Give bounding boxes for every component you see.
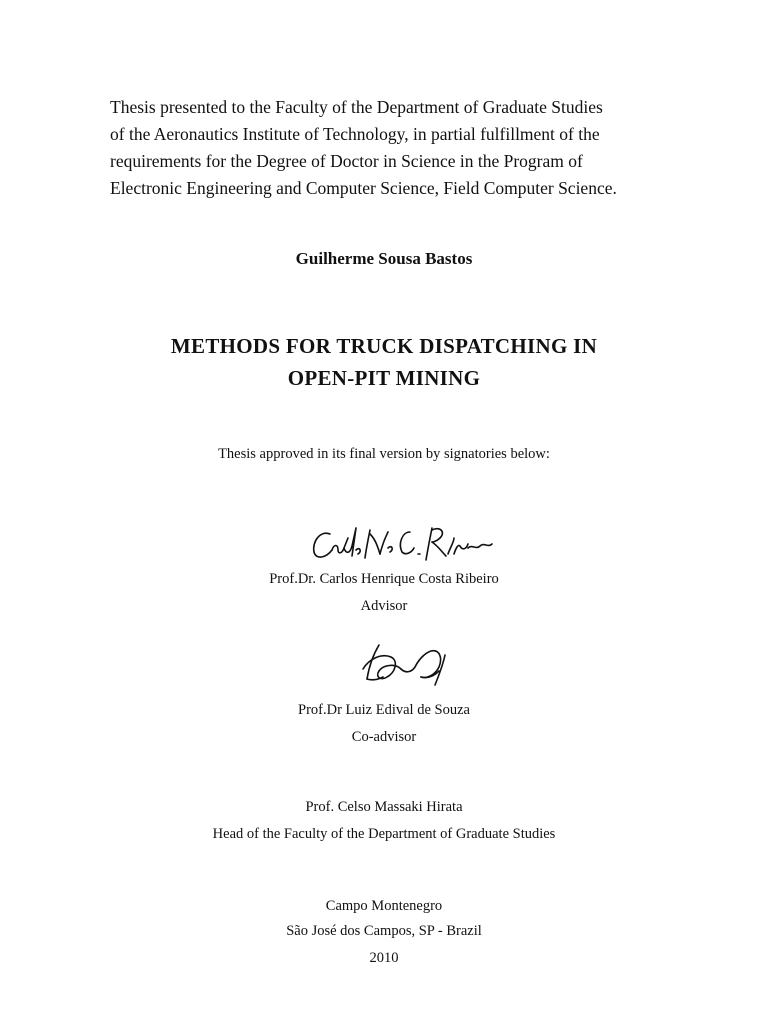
advisor-name: Prof.Dr. Carlos Henrique Costa Ribeiro xyxy=(269,571,499,587)
campus-name: Campo Montenegro xyxy=(325,898,443,914)
thesis-statement xyxy=(110,94,696,202)
co-advisor-signature xyxy=(355,637,455,692)
head-of-faculty-role: Head of the Faculty of the Department of Graduate Studies xyxy=(212,826,556,842)
thesis-statement-line: Electronic Engineering and Computer Science, Field Computer Science. xyxy=(110,178,617,198)
thesis-title xyxy=(0,330,768,394)
thesis-statement-line: of the Aeronautics Institute of Technology, in partial fulfillment of the xyxy=(110,124,600,144)
approval-statement: Thesis approved in its final version by signatories below: xyxy=(218,446,550,462)
advisor-role: Advisor xyxy=(360,598,408,614)
city-name: São José dos Campos, SP - Brazil xyxy=(286,923,482,939)
advisor-signature xyxy=(308,520,498,566)
co-advisor-role: Co-advisor xyxy=(351,729,417,745)
thesis-statement-line: requirements for the Degree of Doctor in Science in the Program of xyxy=(110,151,583,171)
thesis-title-line: METHODS FOR TRUCK DISPATCHING IN xyxy=(170,334,598,358)
thesis-statement-line: Thesis presented to the Faculty of the Department of Graduate Studies xyxy=(110,97,603,117)
head-of-faculty-name: Prof. Celso Massaki Hirata xyxy=(305,799,463,815)
year: 2010 xyxy=(369,950,399,966)
author-name: Guilherme Sousa Bastos xyxy=(295,249,473,268)
co-advisor-name: Prof.Dr Luiz Edival de Souza xyxy=(298,702,470,718)
thesis-title-line: OPEN-PIT MINING xyxy=(287,366,481,390)
